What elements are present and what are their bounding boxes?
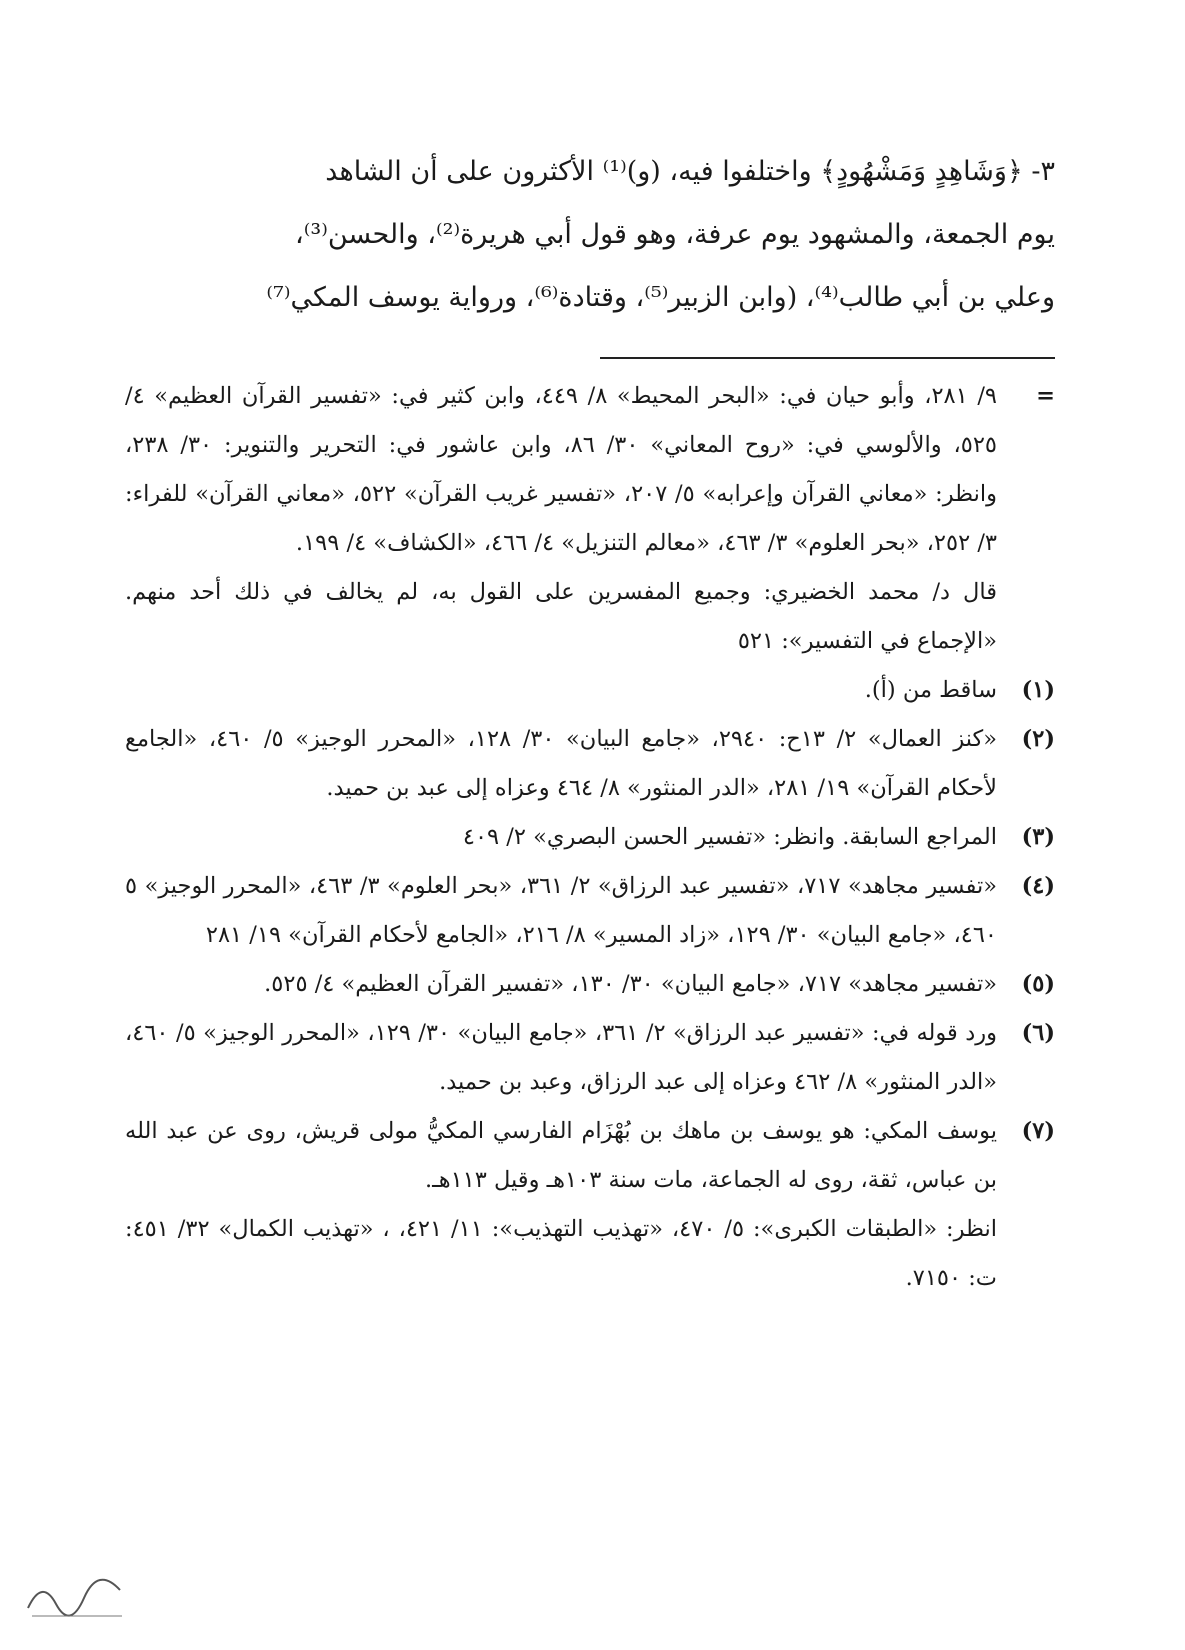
- footnote-extra-text: انظر: «الطبقات الكبرى»: ٥/ ٤٧٠، «تهذيب التهذيب»: ١١/ ٤٢١، ، «تهذيب الكمال» ٣٢/ ٤٥١: ت: ٧١٥٠.: [125, 1216, 998, 1291]
- footnote-1: [125, 666, 1055, 715]
- footnote-text: ورد قوله في: «تفسير عبد الرزاق» ٢/ ٣٦١، «جامع البيان» ٣٠/ ١٢٩، «المحرر الوجيز» ٥/ ٤٦٠، «الدر المنثور» ٨/ ٤٦٢ وعزاه إلى عبد الرزاق، وعبد بن حميد.: [125, 1020, 998, 1095]
- footnote-text: «تفسير مجاهد» ٧١٧، «تفسير عبد الرزاق» ٢/ ٣٦١، «بحر العلوم» ٣/ ٤٦٣، «المحرر الوجيز» ٥ ٤٦٠، «جامع البيان» ٣٠/ ١٢٩، «زاد المسير» ٨/ ٢١٦، «الجامع لأحكام القرآن» ١٩/ ٢٨١: [125, 873, 998, 948]
- footnote-number: (٣): [1021, 824, 1055, 850]
- footnote-text: المراجع السابقة. وانظر: «تفسير الحسن البصري» ٢/ ٤٠٩: [462, 824, 997, 850]
- footnote-number: (٥): [1021, 971, 1055, 997]
- footnote-number: (١): [1021, 677, 1055, 703]
- main-line-2: يوم الجمعة، والمشهود يوم عرفة، وهو قول أبي هريرة⁽²⁾، والحسن⁽³⁾،: [295, 219, 1055, 250]
- footnote-text: يوسف المكي: هو يوسف بن ماهك بن بُهْزَام الفارسي المكيُّ مولى قريش، روى عن عبد الله بن عباس، ثقة، روى له الجماعة، مات سنة ١٠٣هـ وقيل ١١٣هـ.: [125, 1118, 997, 1193]
- footnote-6: [125, 1009, 1055, 1107]
- footnote-number: (٤): [1021, 873, 1055, 899]
- logo-icon: [22, 1568, 130, 1628]
- footnote-continuation-text: ٩/ ٢٨١، وأبو حيان في: «البحر المحيط» ٨/ ٤٤٩، وابن كثير في: «تفسير القرآن العظيم» ٤/ ٥٢٥، والألوسي في: «روح المعاني» ٣٠/ ٨٦، وابن عاشور في: التحرير والتنوير: ٣٠/ ٢٣٨، وانظر: «معاني القرآن وإعرابه» ٥/ ٢٠٧، «تفسير غريب القرآن» ٥٢٢، «معاني القرآن» للفراء: ٣/ ٢٥٢، «بحر العلوم» ٣/ ٤٦٣، «معالم التنزيل» ٤/ ٤٦٦، «الكشاف» ٤/ ١٩٩.: [125, 383, 998, 556]
- footnote-continuation: [125, 372, 1055, 568]
- main-line-3: وعلي بن أبي طالب⁽⁴⁾، (وابن الزبير⁽⁵⁾، وقتادة⁽⁶⁾، ورواية يوسف المكي⁽⁷⁾: [266, 282, 1055, 313]
- footnote-number: (٢): [1021, 726, 1055, 752]
- footnote-4: [125, 862, 1055, 960]
- footnote-7-extra: [125, 1205, 1055, 1303]
- footnote-number: (٦): [1021, 1020, 1055, 1046]
- footnote-separator: [600, 357, 1055, 359]
- footnote-3: [125, 813, 1055, 862]
- footnote-continuation-marker: =: [1036, 383, 1055, 409]
- footnote-number: (٧): [1021, 1118, 1055, 1144]
- footnote-text: «كنز العمال» ٢/ ١٣ح: ٢٩٤٠، «جامع البيان» ٣٠/ ١٢٨، «المحرر الوجيز» ٥/ ٤٦٠، «الجامع لأحكام القرآن» ١٩/ ٢٨١، «الدر المنثور» ٨/ ٤٦٤ وعزاه إلى عبد بن حميد.: [125, 726, 997, 801]
- footnote-5: [125, 960, 1055, 1009]
- publisher-logo: [22, 1568, 130, 1628]
- footnote-7: [125, 1107, 1055, 1205]
- footnote-text: ساقط من (أ).: [864, 677, 997, 703]
- footnote-2: [125, 715, 1055, 813]
- footnote-continuation-extra-text: قال د/ محمد الخضيري: وجميع المفسرين على القول به، لم يخالف في ذلك أحد منهم. «الإجماع في التفسير»: ٥٢١: [125, 579, 997, 654]
- main-text: [125, 140, 1055, 329]
- footnote-continuation-extra: [125, 568, 1055, 666]
- footnotes: [125, 372, 1055, 1303]
- main-line-1: ٣- ﴿وَشَاهِدٍ وَمَشْهُودٍ﴾ واختلفوا فيه، (و)⁽¹⁾ الأكثرون على أن الشاهد: [325, 156, 1055, 187]
- footnote-text: «تفسير مجاهد» ٧١٧، «جامع البيان» ٣٠/ ١٣٠، «تفسير القرآن العظيم» ٤/ ٥٢٥.: [264, 971, 997, 997]
